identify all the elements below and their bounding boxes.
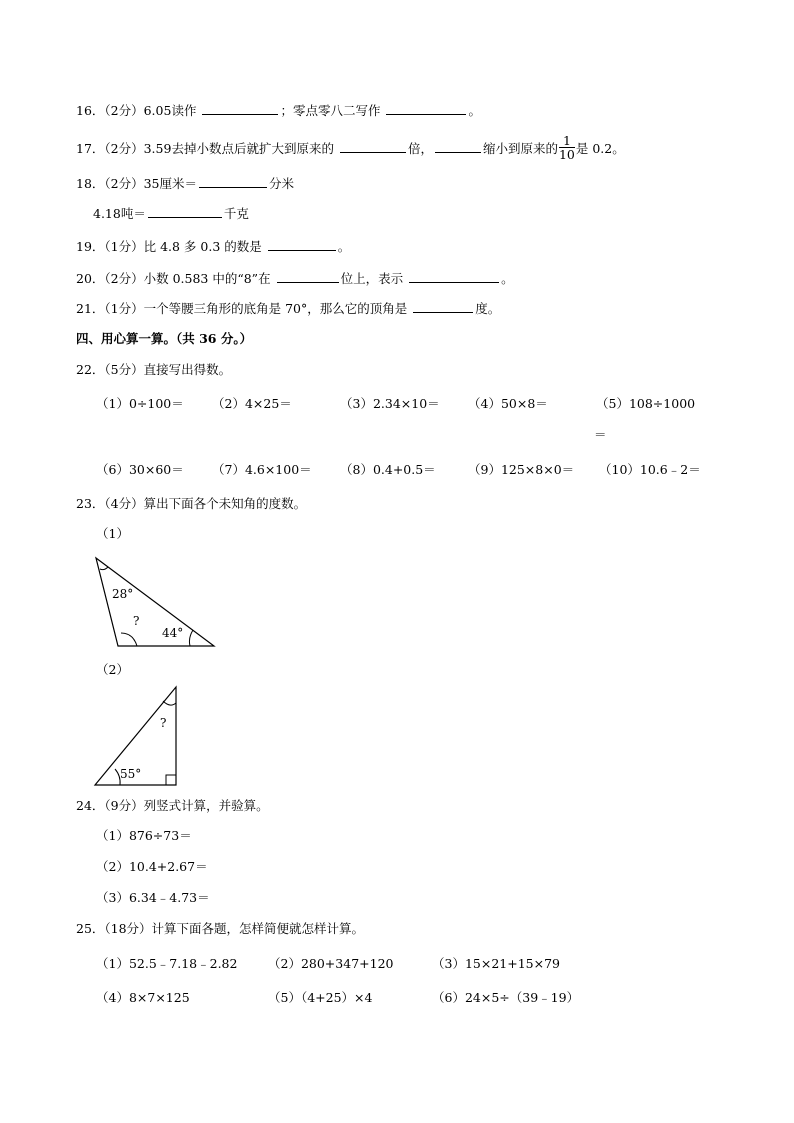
q16-end: 。 bbox=[468, 103, 481, 118]
q16-points: （2分） bbox=[104, 103, 144, 118]
triangle-1-top-angle-arc bbox=[100, 567, 108, 570]
q17-number: 17． bbox=[76, 141, 105, 156]
triangle-1-right-angle-arc bbox=[189, 630, 193, 646]
q19-end: 。 bbox=[337, 239, 351, 254]
triangle-2-top-angle-arc bbox=[163, 701, 176, 705]
q18-points: （2分） bbox=[104, 176, 144, 191]
q17-points: （2分） bbox=[104, 141, 144, 156]
q18-blank-1[interactable] bbox=[199, 175, 267, 188]
q17-text-d: 是 0.2。 bbox=[575, 141, 625, 156]
q25-item-2: （2）280+347+120 bbox=[268, 956, 394, 971]
q25-item-5: （5）（4+25）×4 bbox=[268, 990, 373, 1005]
q20-text-a: 小数 0.583 中的“8”在 bbox=[143, 271, 271, 286]
q16-blank-1[interactable] bbox=[202, 102, 278, 115]
q22-item-7: （7）4.6×100＝ bbox=[212, 462, 312, 477]
q17-blank-1[interactable] bbox=[340, 140, 406, 153]
q19-points: （1分） bbox=[104, 239, 144, 254]
fraction-numerator: 1 bbox=[559, 134, 575, 148]
triangle-1-figure bbox=[90, 553, 230, 653]
q25-item-4: （4）8×7×125 bbox=[96, 990, 190, 1005]
triangle-1-left-angle-arc bbox=[121, 633, 137, 646]
triangle-1-angle-44: 44° bbox=[162, 626, 184, 640]
q25-item-3: （3）15×21+15×79 bbox=[432, 956, 560, 971]
question-18 bbox=[76, 175, 294, 192]
q17-text-b: 倍， bbox=[407, 141, 433, 156]
q21-end: 度。 bbox=[475, 301, 501, 316]
q18-number: 18． bbox=[76, 176, 105, 191]
question-23-title: 23．（4分）算出下面各个未知角的度数。 bbox=[76, 496, 307, 511]
question-24-title: 24．（9分）列竖式计算，并验算。 bbox=[76, 798, 269, 813]
triangle-2-angle-55: 55° bbox=[120, 767, 142, 781]
q24-item-2: （2）10.4+2.67＝ bbox=[96, 859, 208, 874]
q22-item-2: （2）4×25＝ bbox=[212, 396, 292, 411]
q20-end: 。 bbox=[501, 271, 514, 286]
q22-item-6: （6）30×60＝ bbox=[96, 462, 184, 477]
question-17 bbox=[76, 133, 625, 163]
q25-item-6: （6）24×5÷（39﹣19） bbox=[432, 990, 580, 1005]
q18-text-d: 千克 bbox=[223, 206, 249, 221]
q22-item-1: （1）0÷100＝ bbox=[96, 396, 184, 411]
q19-number: 19． bbox=[76, 239, 105, 254]
q22-item-8: （8）0.4+0.5＝ bbox=[340, 462, 436, 477]
q17-text-c: 缩小到原来的 bbox=[482, 141, 558, 156]
q21-number: 21． bbox=[76, 301, 105, 316]
q21-points: （1分） bbox=[104, 301, 144, 316]
question-19 bbox=[76, 238, 350, 255]
question-21 bbox=[76, 300, 500, 317]
q24-item-3: （3）6.34﹣4.73＝ bbox=[96, 890, 210, 905]
section-4-heading: 四、用心算一算。（共 36 分。） bbox=[76, 331, 253, 346]
q22-item-4: （4）50×8＝ bbox=[468, 396, 548, 411]
q24-item-1: （1）876÷73＝ bbox=[96, 828, 192, 843]
triangle-2-right-angle-mark bbox=[166, 775, 176, 785]
q22-item-10: （10）10.6﹣2＝ bbox=[599, 462, 701, 477]
q16-text-a: 6.05读作 bbox=[143, 103, 197, 118]
triangle-1-unknown-angle: ? bbox=[133, 614, 140, 628]
q20-text-b: 位上，表示 bbox=[340, 271, 404, 286]
triangle-2-figure bbox=[90, 683, 190, 789]
q21-blank[interactable] bbox=[413, 300, 473, 313]
fraction-denominator: 10 bbox=[558, 147, 575, 162]
q23-part-2-label: （2） bbox=[96, 662, 129, 677]
q18-text-b: 分米 bbox=[269, 176, 295, 191]
q16-text-b: ；零点零八二写作 bbox=[280, 103, 381, 118]
q22-item-5-equals: ＝ bbox=[594, 427, 607, 442]
q20-number: 20． bbox=[76, 271, 105, 286]
q22-item-9: （9）125×8×0＝ bbox=[468, 462, 575, 477]
triangle-1-outline bbox=[96, 558, 214, 646]
q20-points: （2分） bbox=[104, 271, 144, 286]
q17-fraction bbox=[559, 134, 575, 161]
q23-part-1-label: （1） bbox=[96, 526, 129, 541]
question-18-line-2 bbox=[93, 205, 249, 222]
q20-blank-2[interactable] bbox=[409, 270, 499, 283]
q18-blank-2[interactable] bbox=[148, 205, 222, 218]
q17-blank-2[interactable] bbox=[435, 140, 481, 153]
q22-item-5: （5）108÷1000 bbox=[596, 396, 696, 411]
q25-item-1: （1）52.5﹣7.18﹣2.82 bbox=[96, 956, 238, 971]
q19-blank[interactable] bbox=[268, 238, 336, 251]
triangle-2-unknown-angle: ? bbox=[160, 716, 167, 730]
q21-text-a: 一个等腰三角形的底角是 70°，那么它的顶角是 bbox=[143, 301, 408, 316]
triangle-1-angle-28: 28° bbox=[112, 587, 134, 601]
q18-text-c: 4.18吨＝ bbox=[93, 206, 146, 221]
question-16 bbox=[76, 102, 481, 119]
question-22-title: 22．（5分）直接写出得数。 bbox=[76, 362, 232, 377]
q18-text-a: 35厘米＝ bbox=[143, 176, 198, 191]
question-20 bbox=[76, 270, 514, 287]
q16-blank-2[interactable] bbox=[386, 102, 466, 115]
q20-blank-1[interactable] bbox=[277, 270, 339, 283]
q22-item-3: （3）2.34×10＝ bbox=[340, 396, 440, 411]
q16-number: 16． bbox=[76, 103, 105, 118]
q19-text-a: 比 4.8 多 0.3 的数是 bbox=[143, 239, 262, 254]
question-25-title: 25．（18分）计算下面各题，怎样简便就怎样计算。 bbox=[76, 921, 365, 936]
q17-text-a: 3.59去掉小数点后就扩大到原来的 bbox=[143, 141, 334, 156]
